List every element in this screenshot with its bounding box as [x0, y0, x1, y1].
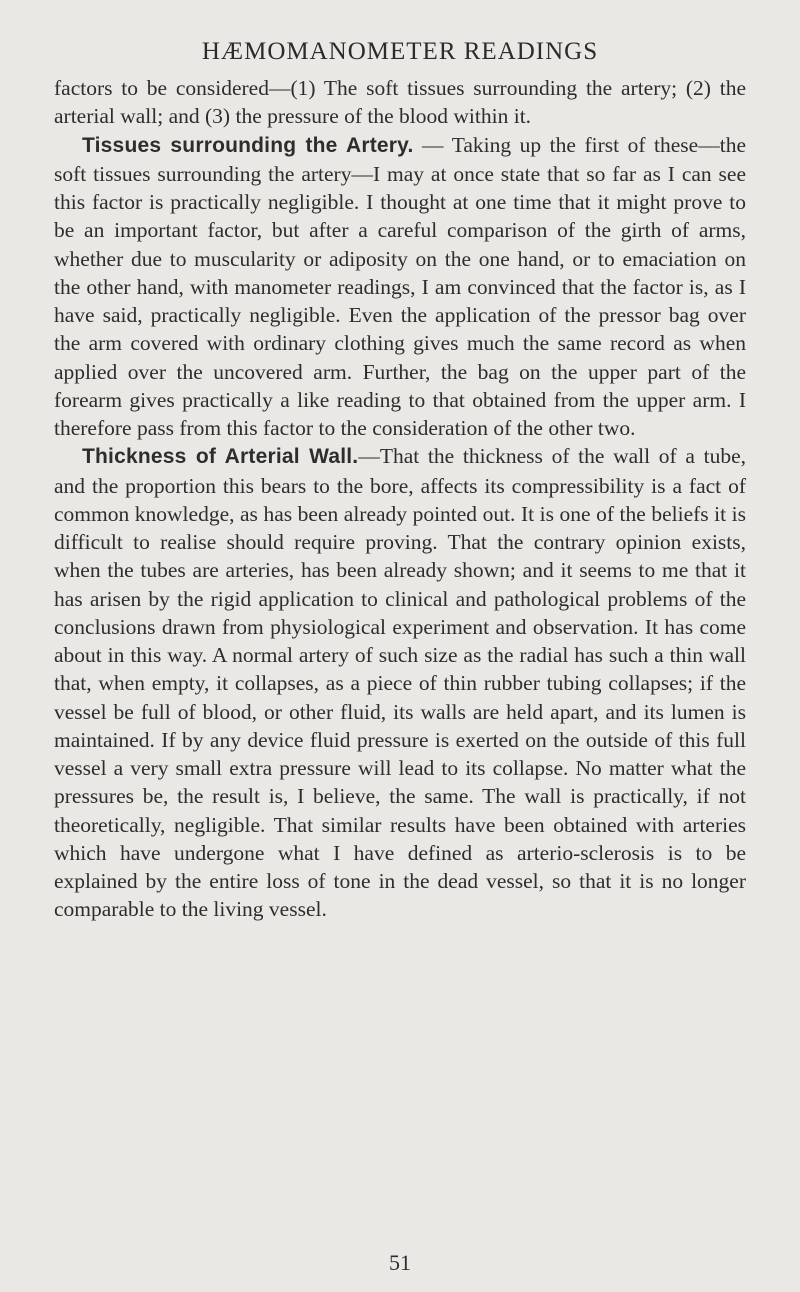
body-text — [54, 74, 746, 924]
paragraph-tissues — [54, 131, 746, 443]
heading-dash: — — [358, 444, 380, 469]
paragraph-text-arterial-wall: That the thickness of the wall of a tube, and the proportion this bears to the bore, affects its compressibility is a fact of common knowledge, as has been already pointed out. It is one of the beliefs it is difficult to realise should require proving. That the contrary opinion exists, when the tubes are arteries, has been already shown; and it seems to me that it has arisen by the rigid application to clinical and pathological problems of the conclusions drawn from physiological experiment and observation. It has come about in this way. A normal artery of such size as the radial has such a thin wall that, when empty, it collapses, as a piece of thin rubber tubing collapses; if the vessel be full of blood, or other fluid, its walls are held apart, and its lumen is maintained. If by any device fluid pressure is exerted on the outside of this full vessel a very small extra pressure will lead to its collapse. No matter what the pressures be, the result is, I believe, the same. The wall is practically, if not theoretically, negligible. That similar results have been obtained with arteries which have undergone what I have defined as arterio-sclerosis is to be explained by the entire loss of tone in the dead vessel, so that it is no longer comparable to the living vessel. — [54, 444, 747, 922]
intro-paragraph: factors to be considered—(1) The soft tissues surrounding the artery; (2) the arterial wall; and (3) the pressure of the blood within it. — [54, 76, 746, 129]
section-heading-tissues: Tissues surrounding the Artery. — [82, 133, 414, 157]
paragraph-arterial-wall — [54, 442, 746, 923]
page-number: 51 — [389, 1250, 411, 1275]
heading-dash: — — [413, 132, 452, 157]
section-heading-arterial-wall: Thickness of Arterial Wall. — [82, 445, 359, 469]
running-head: HÆMOMANOMETER READINGS — [201, 38, 599, 65]
paragraph-text-tissues: Taking up the first of these—the soft tissues surrounding the artery—I may at once state that so far as I can see this factor is practically negligible. I thought at one time that it might prove to be an important factor, but after a careful comparison of the girth of arms, whether due to muscularity or adiposity on the one hand, or to emaciation on the other hand, with manometer readings, I am convinced that the factor is, as I have said, practically negligible. Even the application of the pressor bag over the arm covered with ordinary clothing gives much the same record as when applied over the uncovered arm. Further, the bag on the upper part of the forearm gives practically a like reading to that obtained from the upper arm. I therefore pass from this factor to the consideration of the other two. — [54, 132, 746, 440]
